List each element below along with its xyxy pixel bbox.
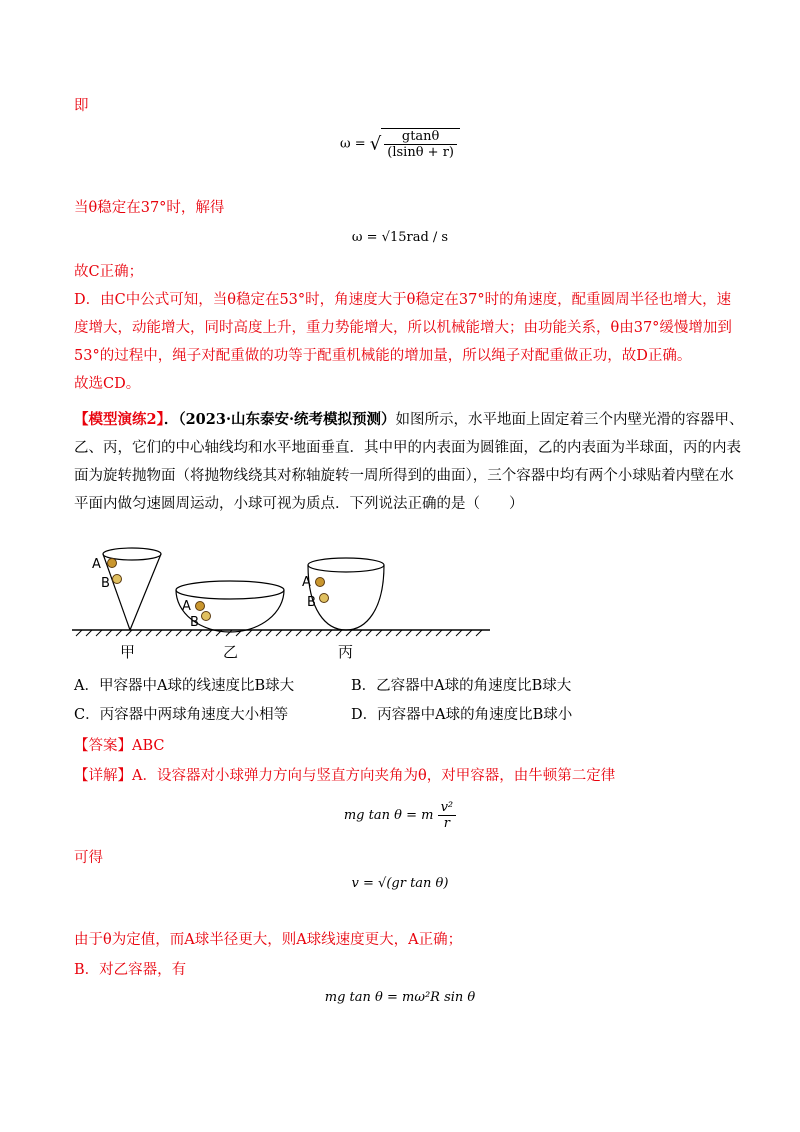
- text-when-37: 当θ稳定在37°时，解得: [74, 200, 225, 216]
- detail-line: [74, 766, 615, 786]
- cone-ball-b: [113, 575, 122, 584]
- cone-label-b: B: [101, 576, 110, 591]
- formula-newton-num: v²: [438, 800, 457, 816]
- paraboloid-ball-a: [316, 578, 325, 587]
- detail-text: A．设容器对小球弹力方向与竖直方向夹角为θ，对甲容器，由牛顿第二定律: [132, 768, 616, 784]
- text-d-line3: 53°的过程中，绳子对配重做的功等于配重机械能的增加量，所以绳子对配重做正功，故D正确。: [74, 348, 692, 364]
- hemisphere-ball-b: [202, 612, 211, 621]
- formula-newton-den: r: [443, 816, 450, 831]
- ground-hatch: [76, 630, 482, 636]
- text-choose: 故选CD。: [74, 376, 141, 392]
- option-c[interactable]: C．丙容器中两球角速度大小相等: [74, 707, 289, 723]
- cone-label-a: A: [92, 557, 101, 572]
- paraboloid-ball-b: [320, 594, 329, 603]
- text-b-line: B．对乙容器，有: [74, 962, 187, 978]
- formula-omega-den: (lsinθ + r): [387, 145, 454, 160]
- formula-omega-lhs: ω =: [340, 136, 366, 152]
- text-d-line2: 度增大，动能增大，同时高度上升，重力势能增大，所以机械能增大；由功能关系，θ由37°缓慢增加到: [74, 320, 732, 336]
- text-d-line1: D．由C中公式可知，当θ稳定在53°时，角速度大于θ稳定在37°时的角速度，配重圆周半径也增大，速: [74, 292, 732, 308]
- formula-omega: ω = √ $\frac{gtan\theta}{(lsin\theta + r)}$: [0, 128, 800, 160]
- question-line1: [74, 410, 744, 430]
- question-line3: 面为旋转抛物面（将抛物线绕其对称轴旋转一周所得到的曲面），三个容器中均有两个小球贴着内壁在水: [74, 468, 734, 484]
- formula-newton: [0, 800, 800, 831]
- formula-hemisphere: mg tan θ = mω²R sin θ: [324, 990, 476, 1005]
- option-d[interactable]: D．丙容器中A球的角速度比B球小: [351, 707, 573, 723]
- question-line4: 平面内做匀速圆周运动，小球可视为质点．下列说法正确的是（ ）: [74, 496, 524, 512]
- containers-figure: [70, 540, 590, 665]
- answer-line: 【答案】ABC: [74, 738, 165, 754]
- text-ji: 即: [74, 98, 89, 114]
- option-b[interactable]: B．乙容器中A球的角速度比B球大: [351, 678, 572, 694]
- label-jia: 甲: [120, 643, 136, 661]
- text-a-correct: 由于θ为定值，而A球半径更大，则A球线速度更大，A正确；: [74, 932, 463, 948]
- question-source: ．（2023·山东泰安·统考模拟预测）: [163, 411, 396, 428]
- formula-omega-value: ω = √15rad / s: [351, 230, 449, 245]
- paraboloid-label-a: A: [302, 575, 311, 590]
- paraboloid-label-b: B: [307, 595, 316, 610]
- cone-ball-a: [108, 559, 117, 568]
- hemisphere-label-a: A: [182, 599, 191, 614]
- formula-velocity: v = √(gr tan θ): [351, 876, 449, 891]
- label-yi: 乙: [223, 643, 239, 661]
- question-text1: 如图所示，水平地面上固定着三个内壁光滑的容器甲、: [395, 412, 744, 428]
- hemisphere-ball-a: [196, 602, 205, 611]
- paraboloid-container: [308, 558, 384, 630]
- question-tag: 【模型演练2】: [74, 411, 164, 428]
- option-a[interactable]: A．甲容器中A球的线速度比B球大: [74, 678, 295, 694]
- text-c-correct: 故C正确；: [74, 264, 144, 280]
- formula-newton-lhs: mg tan θ = m: [343, 808, 434, 823]
- detail-tag: 【详解】: [74, 768, 132, 784]
- formula-omega-num: gtanθ: [384, 129, 457, 145]
- label-bing: 丙: [338, 643, 354, 661]
- hemisphere-label-b: B: [190, 615, 199, 630]
- question-line2: 乙、丙，它们的中心轴线均和水平地面垂直．其中甲的内表面为圆锥面，乙的内表面为半球面，丙的内表: [74, 440, 741, 456]
- text-kede: 可得: [74, 850, 103, 866]
